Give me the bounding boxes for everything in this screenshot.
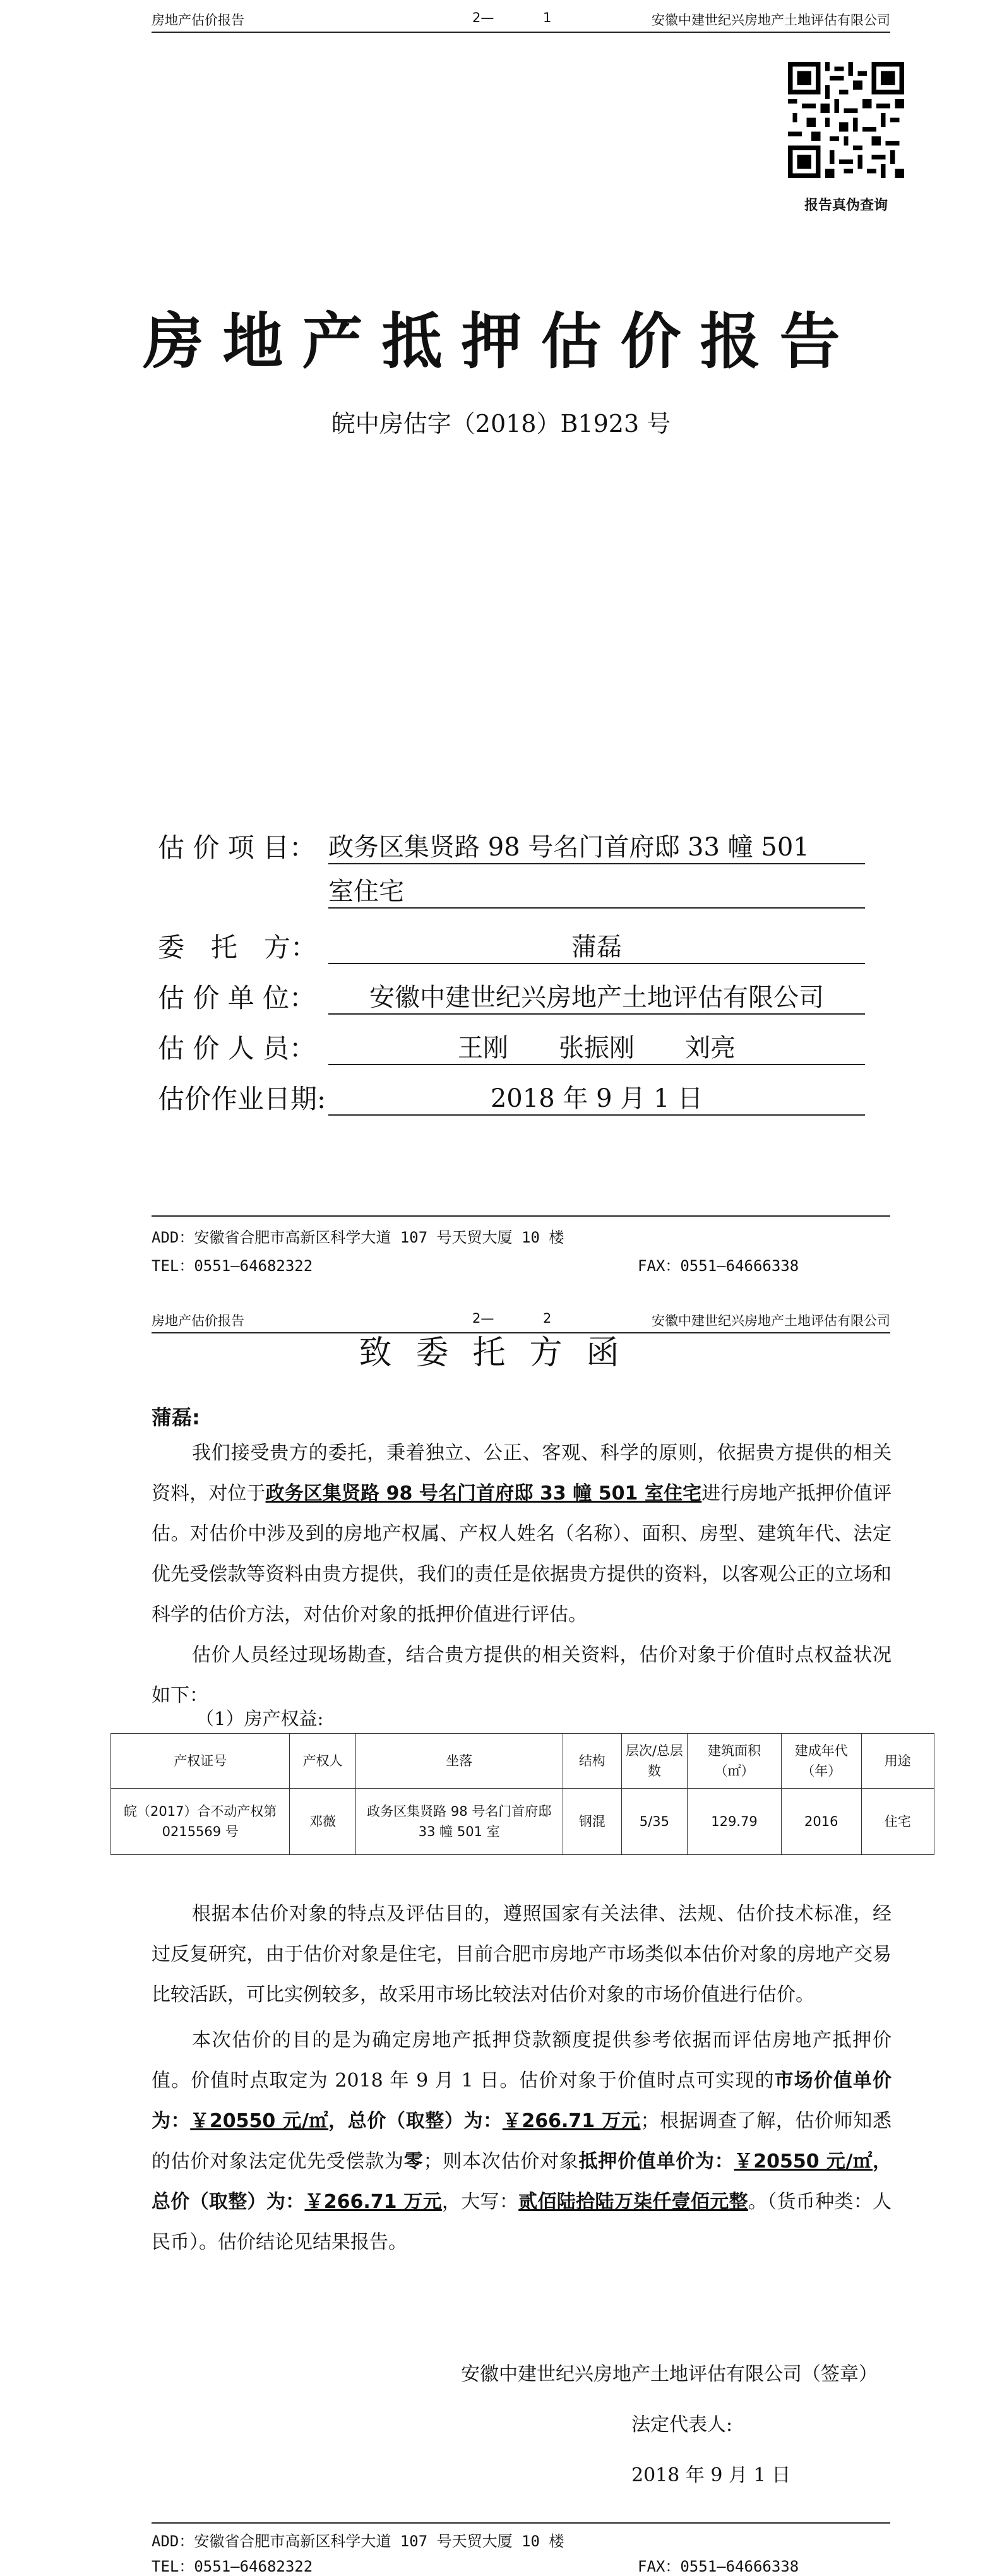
field-project-value-line1: 政务区集贤路 98 号名门首府邸 33 幢 501 (328, 827, 865, 864)
footer-tel: TEL：0551—64682322 (152, 1257, 313, 1275)
header-left: 房地产估价报告 (152, 13, 244, 28)
market-total-price: ￥266.71 万元 (502, 2110, 641, 2132)
header-page-prefix: 2— (472, 1311, 494, 1326)
letter-salutation: 蒲磊: (152, 1405, 200, 1429)
mortgage-unit-price: ￥20550 元/㎡ (734, 2150, 873, 2173)
table-header: 建筑面积（㎡） (687, 1734, 781, 1789)
field-unit-label: 估 价 单 位： (158, 982, 316, 1013)
field-project-label: 估 价 项 目： (158, 832, 316, 863)
header-right: 安徽中建世纪兴房地产土地评估有限公司 (652, 13, 890, 28)
signature-company: 安徽中建世纪兴房地产土地评估有限公司（签章） (461, 2363, 878, 2385)
field-date-label: 估价作业日期: (158, 1083, 326, 1114)
footer-fax: FAX：0551—64666338 (638, 1257, 799, 1275)
header-page-number: 2 (543, 1311, 552, 1326)
rights-subheading: （1）房产权益: (196, 1708, 324, 1729)
qr-code-icon[interactable] (788, 62, 904, 178)
table-header: 产权证号 (111, 1734, 290, 1789)
table-cell: 2016 (781, 1789, 861, 1855)
footer-address: ADD：安徽省合肥市高新区科学大道 107 号天贸大厦 10 楼 (152, 1229, 564, 1246)
table-cell: 邓薇 (290, 1789, 355, 1855)
table-header-row (111, 1734, 934, 1789)
table-cell: 钢混 (563, 1789, 621, 1855)
footer-rule (152, 2522, 890, 2524)
footer-tel: TEL：0551—64682322 (152, 2558, 313, 2575)
table-header: 建成年代（年） (781, 1734, 861, 1789)
table-header: 结构 (563, 1734, 621, 1789)
property-rights-table (110, 1733, 934, 1855)
report-title: 房地产抵押估价报告 (143, 306, 859, 377)
table-cell: 5/35 (621, 1789, 687, 1855)
table-header: 层次/总层数 (621, 1734, 687, 1789)
letter-paragraph-4: 本次估价的目的是为确定房地产抵押贷款额度提供参考依据而评估房地产抵押价值。价值时点取定为 2018 年 9 月 1 日。估价对象于价值时点可实现的市场价值单价为：￥20550 元/㎡，总价（取整）为：￥266.71 万元；根据调查了解，估价师知悉的估价对象法定优先受偿款为零；则本次估价对象抵押价值单价为：￥20550 元/㎡，总价（取整）为：￥266.71 万元，大写：贰佰陆拾陆万柒仟壹佰元整。（货币种类：人民币）。估价结论见结果报告。 (152, 2029, 892, 2253)
field-date-value: 2018 年 9 月 1 日 (328, 1078, 865, 1116)
table-header: 用途 (861, 1734, 934, 1789)
field-client-label: 委 托 方： (158, 932, 318, 963)
footer-rule (152, 1215, 890, 1217)
footer-fax: FAX：0551—64666338 (638, 2558, 799, 2575)
header-page-prefix: 2— (472, 10, 494, 25)
letter-title: 致委托方函 (359, 1334, 643, 1372)
field-client-value: 蒲磊 (328, 927, 865, 964)
header-page-number: 1 (543, 10, 552, 25)
field-unit-value: 安徽中建世纪兴房地产土地评估有限公司 (328, 977, 865, 1015)
table-cell: 129.79 (687, 1789, 781, 1855)
table-cell: 皖（2017）合不动产权第 0215569 号 (111, 1789, 290, 1855)
field-appraisers-value: 王刚 张振刚 刘亮 (328, 1028, 865, 1065)
table-cell: 住宅 (861, 1789, 934, 1855)
mortgage-total-price: ￥266.71 万元 (304, 2191, 442, 2213)
letter-paragraph-1: 我们接受贵方的委托，秉着独立、公正、客观、科学的原则，依据贵方提供的相关资料，对位于政务区集贤路 98 号名门首府邸 33 幢 501 室住宅进行房地产抵押价值评估。对估价中涉及到的房地产权属、产权人姓名（名称）、面积、房型、建筑年代、法定优先受偿款等资料由贵方提供，我们的责任是依据贵方提供的资料，以客观公正的立场和科学的估价方法，对估价对象的抵押价值进行评估。 (152, 1442, 892, 1626)
table-row (111, 1789, 934, 1855)
letter-paragraph-3: 根据本估价对象的特点及评估目的，遵照国家有关法律、法规、估价技术标准，经过反复研究，由于估价对象是住宅，目前合肥市房地产市场类似本估价对象的房地产交易比较活跃，可比实例较多，故采用市场比较法对估价对象的市场价值进行估价。 (152, 1903, 892, 2006)
table-header: 坐落 (355, 1734, 563, 1789)
document-number: 皖中房估字（2018）B1923 号 (331, 410, 671, 438)
signature-legal-rep: 法定代表人: (631, 2414, 733, 2436)
page-header (152, 6, 890, 33)
qr-caption: 报告真伪查询 (804, 198, 888, 213)
property-address: 政务区集贤路 98 号名门首府邸 33 幢 501 室住宅 (265, 1482, 702, 1505)
signature-date: 2018 年 9 月 1 日 (631, 2464, 791, 2486)
market-unit-price: ￥20550 元/㎡ (190, 2110, 329, 2132)
header-right: 安徽中建世纪兴房地产土地评估有限公司 (652, 1313, 890, 1328)
footer-address: ADD：安徽省合肥市高新区科学大道 107 号天贸大厦 10 楼 (152, 2532, 564, 2550)
amount-in-words: 贰佰陆拾陆万柒仟壹佰元整 (518, 2191, 748, 2213)
table-header: 产权人 (290, 1734, 355, 1789)
header-left: 房地产估价报告 (152, 1313, 244, 1328)
table-cell: 政务区集贤路 98 号名门首府邸 33 幢 501 室 (355, 1789, 563, 1855)
field-appraisers-label: 估 价 人 员： (158, 1033, 316, 1064)
field-project-value-line2: 室住宅 (328, 871, 865, 909)
letter-paragraph-2: 估价人员经过现场勘查，结合贵方提供的相关资料，估价对象于价值时点权益状况如下： (152, 1644, 892, 1707)
